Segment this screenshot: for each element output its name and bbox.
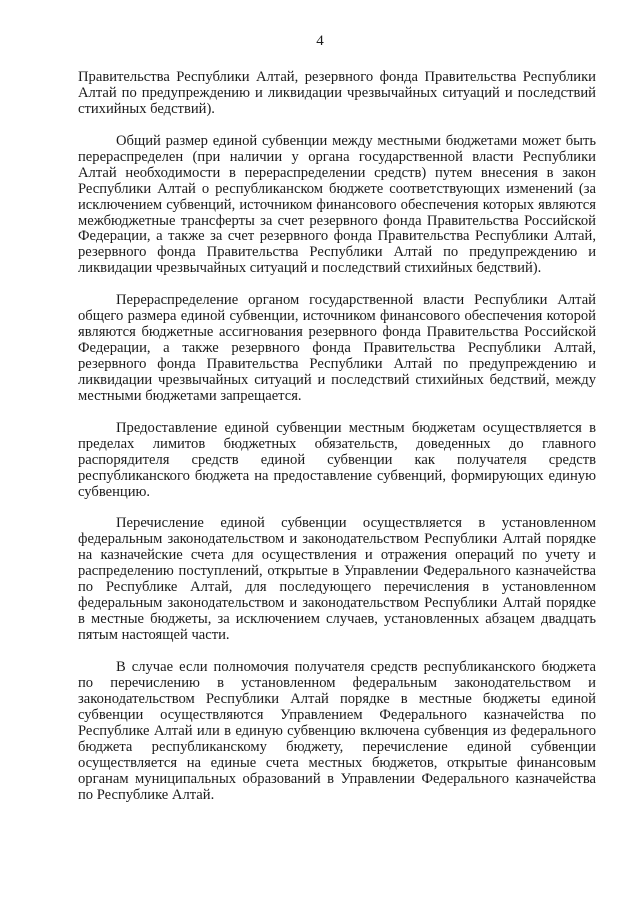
paragraph: В случае если полномочия получателя средств республиканского бюджета по перечислению в установленном федеральным законодательством и законодательством Республики Алтай порядке в местные бюджеты единой субвенции осуществляются Управлением Федерального казначейства по Республике Алтай или в единую субвенцию включена субвенция из федерального бюджета республиканскому бюджету, перечисление единой субвенции осуществляется на единые счета местных бюджетов, открытые финансовым органам муниципальных образований в Управлении Федерального казначейства по Республике Алтай.	[78, 658, 596, 803]
paragraph: Перечисление единой субвенции осуществляется в установленном федеральным законодательством и законодательством Республики Алтай порядке на казначейские счета для осуществления и отражения операций по учету и распределению поступлений, открытые в Управлении Федерального казначейства по Республике Алтай, для последующего перечисления в установленном федеральным законодательством и законодательством Республики Алтай порядке в местные бюджеты, за исключением случаев, установленных абзацем двадцать пятым настоящей части.	[78, 515, 596, 644]
document-body	[78, 70, 596, 804]
paragraph: Общий размер единой субвенции между местными бюджетами может быть перераспределен (при наличии у органа государственной власти Республики Алтай необходимости в перераспределении средств) путем внесения в закон Республики Алтай о республиканском бюджете соответствующих изменений (за исключением субвенций, источником финансового обеспечения которых являются межбюджетные трансферты за счет резервного фонда Правительства Российской Федерации, а также за счет резервного фонда Правительства Республики Алтай, резервного фонда Правительства Республики Алтай по предупреждению и ликвидации чрезвычайных ситуаций и последствий стихийных бедствий).	[78, 132, 596, 277]
paragraph-continuation: Правительства Республики Алтай, резервного фонда Правительства Республики Алтай по предупреждению и ликвидации чрезвычайных ситуаций и последствий стихийных бедствий).	[78, 69, 596, 117]
paragraph: Предоставление единой субвенции местным бюджетам осуществляется в пределах лимитов бюджетных обязательств, доведенных до главного распорядителя средств единой субвенции как получателя средств республиканского бюджета на предоставление субвенций, формирующих единую субвенцию.	[78, 419, 596, 500]
page-number: 4	[316, 33, 324, 49]
paragraph: Перераспределение органом государственной власти Республики Алтай общего размера единой субвенции, источником финансового обеспечения которой являются бюджетные ассигнования резервного фонда Правительства Российской Федерации, а также резервного фонда Правительства Республики Алтай, резервного фонда Правительства Республики Алтай по предупреждению и ликвидации чрезвычайных ситуаций и последствий стихийных бедствий, между местными бюджетами запрещается.	[78, 292, 596, 404]
